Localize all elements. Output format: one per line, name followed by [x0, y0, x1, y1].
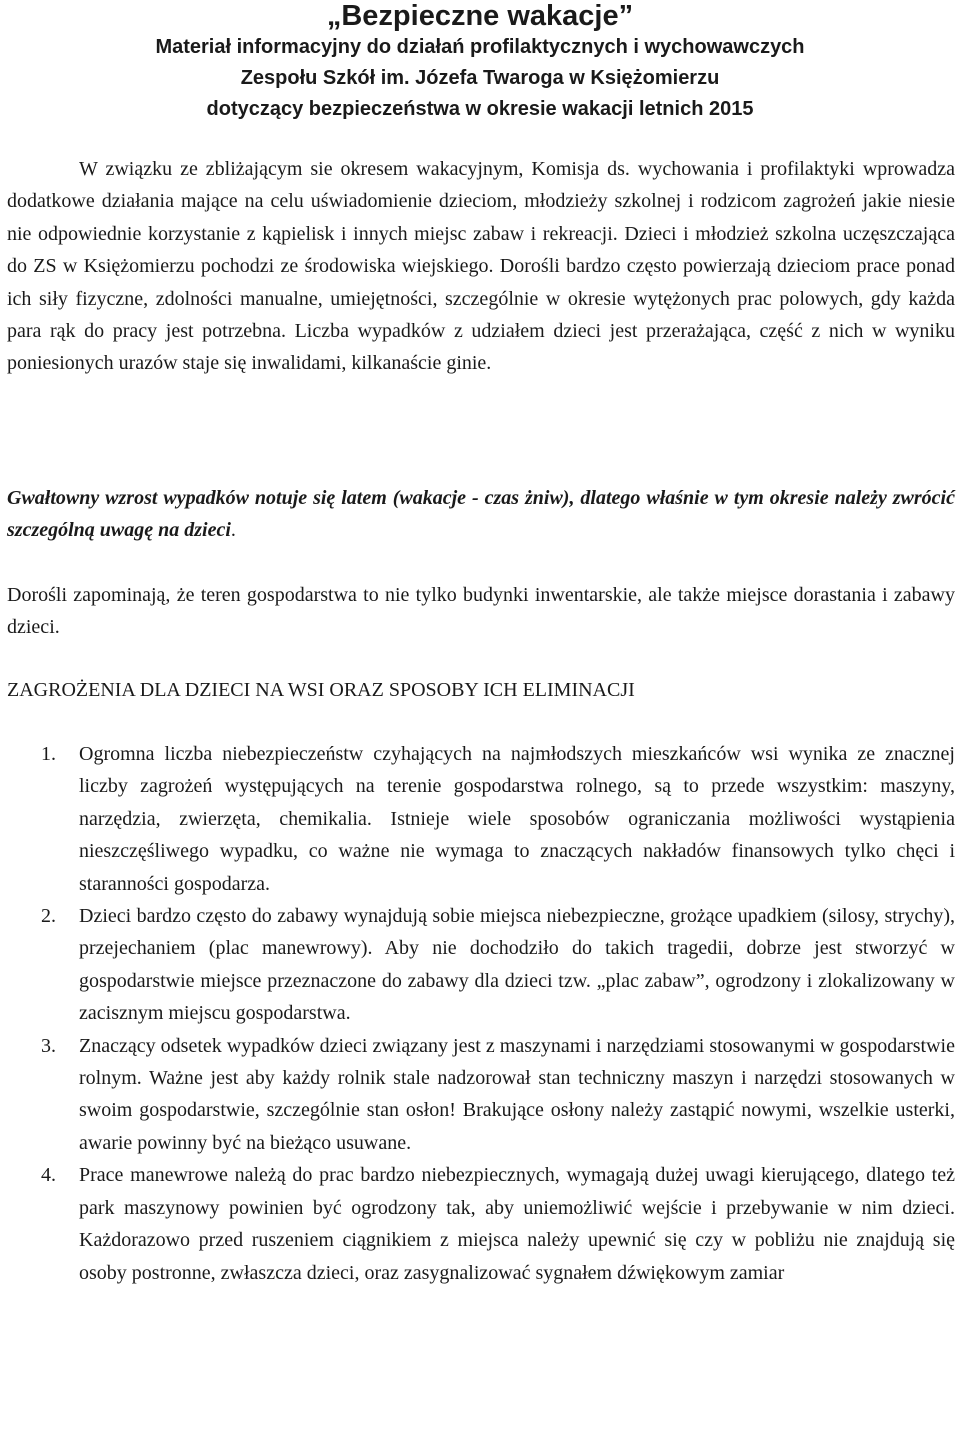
subtitle-line-3: dotyczący bezpieczeństwa w okresie wakacji letnich 2015	[206, 98, 754, 120]
list-item-number: 4.	[41, 1164, 56, 1187]
subtitle-line-2: Zespołu Szkół im. Józefa Twaroga w Księżomierzu	[240, 67, 720, 89]
emphasis-paragraph	[7, 482, 955, 547]
subtitle-line-1: Materiał informacyjny do działań profilaktycznych i wychowawczych	[155, 36, 805, 58]
list-item-text: Dzieci bardzo często do zabawy wynajdują sobie miejsca niebezpieczne, grożące upadkiem (silosy, strychy), przejechaniem (plac manewrowy). Aby nie dochodziło do takich tragedii, dobrze jest stworzyć w gospodarstwie miejsce przeznaczone do zabawy dla dzieci tzw. „plac zabaw”, ogrodzony i zlokalizowany w zacisznym miejscu gospodarstwa.	[79, 905, 955, 1025]
list-item-text: Znaczący odsetek wypadków dzieci związany jest z maszynami i narzędziami stosowanymi w gospodarstwie rolnym. Ważne jest aby każdy rolnik stale nadzorował stan techniczny maszyn i narzędzi stosowanych w swoim gospodarstwie, szczególnie stan osłon! Brakujące osłony należy zastąpić nowymi, wszelkie usterki, awarie powinny być na bieżąco usuwane.	[79, 1034, 955, 1154]
emphasis-period: .	[230, 519, 236, 542]
intro-paragraph	[7, 153, 955, 380]
list-item	[0, 738, 960, 900]
section-heading: ZAGROŻENIA DLA DZIECI NA WSI ORAZ SPOSOBY ICH ELIMINACJI	[7, 679, 635, 701]
intro-text: W związku ze zbliżającym sie okresem wakacyjnym, Komisja ds. wychowania i profilaktyki wprowadza dodatkowe działania mające na celu uświadomienie dzieciom, młodzieży szkolnej i rodzicom zagrożeń jakie niesie nie odpowiednie korzystanie z kąpielisk i innych miejsc zabaw i rekreacji. Dzieci i młodzież szkolna uczęszczająca do ZS w Księżomierzu pochodzi ze środowiska wiejskiego. Dorośli bardzo często powierzają dzieciom prace ponad ich siły fizyczne, zdolności manualne, umiejętności, szczególnie w okresie wytężonych prac polowych, gdy każda para rąk do pracy jest potrzebna. Liczba wypadków z udziałem dzieci jest przerażająca, część z nich w wyniku poniesionych urazów staje się inwalidami, kilkanaście ginie.	[7, 158, 955, 375]
list-item	[0, 1030, 960, 1160]
list-item	[0, 900, 960, 1030]
document-header	[0, 0, 960, 125]
document-title: „Bezpieczne wakacje”	[326, 0, 634, 32]
list-item-number: 2.	[41, 905, 56, 928]
farm-paragraph: Dorośli zapominają, że teren gospodarstwa to nie tylko budynki inwentarskie, ale także miejsce dorastania i zabawy dzieci.	[7, 584, 955, 639]
list-item-text: Ogromna liczba niebezpieczeństw czyhających na najmłodszych mieszkańców wsi wynika ze znacznej liczby zagrożeń występujących na terenie gospodarstwa rolnego, są to przede wszystkim: maszyny, narzędzia, zwierzęta, chemikalia. Istnieje wiele sposobów ograniczania możliwości wystąpienia nieszczęśliwego wypadku, co ważne nie wymaga to znaczących nakładów finansowych tylko chęci i staranności gospodarza.	[79, 743, 955, 895]
list-item-number: 3.	[41, 1034, 56, 1057]
list-item	[0, 1159, 960, 1289]
hazards-list	[0, 738, 960, 1289]
emphasis-text: Gwałtowny wzrost wypadków notuje się latem (wakacje - czas żniw), dlatego właśnie w tym okresie należy zwrócić szczególną uwagę na dzieci	[7, 487, 955, 542]
list-item-text: Prace manewrowe należą do prac bardzo niebezpiecznych, wymagają dużej uwagi kierującego, dlatego też park maszynowy powinien być ogrodzony tak, aby uniemożliwić wejście i przebywanie w nim dzieci. Każdorazowo przed ruszeniem ciągnikiem z miejsca należy upewnić się czy w pobliżu nie znajdują się osoby postronne, zwłaszcza dzieci, oraz zasygnalizować sygnałem dźwiękowym zamiar	[79, 1164, 955, 1284]
list-item-number: 1.	[41, 743, 56, 765]
